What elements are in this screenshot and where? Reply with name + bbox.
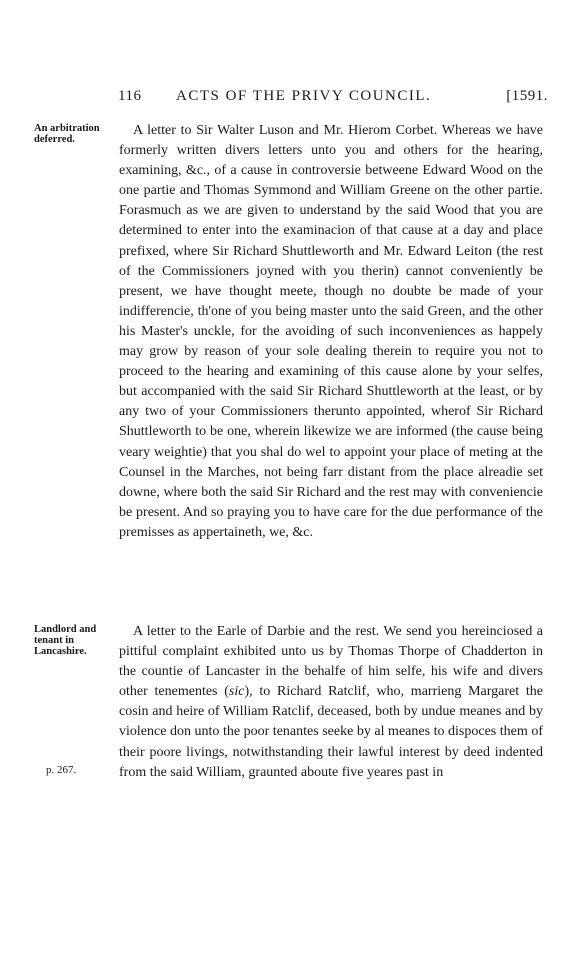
entry-text-part-2: ), to Richard Ratclif, who, marrieng Margaret the cosin and heire of William Ratclif, deceased, both by undue meanes and by violence don unto the poor tenantes seeke by al meanes to dispoces them of their poore livings, notwithstanding their lawful interest by deed indented from the said William, graunted aboute five yeares past in: [119, 684, 543, 780]
entry-paragraph-landlord: [119, 622, 543, 783]
margin-page-reference: p. 267.: [46, 764, 77, 776]
running-title: ACTS OF THE PRIVY COUNCIL.: [176, 88, 432, 104]
entry-text-part-1: A letter to the Earle of Darbie and the rest. We send you hereinciosed a pittiful complaint exhibited unto us by Thomas Thorpe of Chadderton in the countie of Lancaster in the behalfe of him selfe, his wife and divers other tenementes (: [119, 624, 543, 700]
margin-note-arbitration: An arbitration deferred.: [34, 123, 100, 145]
margin-note-landlord: Landlord and tenant in Lancashire.: [34, 624, 97, 657]
sic-mark: sic: [228, 684, 245, 700]
running-header: [118, 88, 548, 110]
page-number: 116: [118, 88, 142, 104]
year-marker: [1591.: [506, 88, 548, 104]
entry-paragraph-arbitration: A letter to Sir Walter Luson and Mr. Hierom Corbet. Whereas we have formerly written divers letters unto you and others for the hearing, examining, &c., of a cause in controversie betweene Edward Wood on the one partie and Thomas Symmond and William Greene on the other partie. Forasmuch as we are given to understand by the said Wood that you are determined to enter into the examinacion of that cause at a day and place prefixed, where Sir Richard Shuttleworth and Mr. Edward Leiton (the rest of the Commissioners joyned with you therin) cannot conveniently be present, we have thought meete, though no doubte be made of your indifferencie, th'one of you being master unto the said Green, and the other his Master's unckle, for the avoiding of such inconveniences as happely may grow by reason of your sole dealing therein to require you not to proceed to the hearing and examining of this cause alone by your selfes, but accompanied with the said Sir Richard Shuttleworth at the least, or by any two of your Commissioners therunto appointed, wherof Sir Richard Shuttleworth to be one, wherein likewize we are informed (the cause being veary weightie) that you shal do wel to appoint your place of meting at the Counsel in the Marches, not being farr distant from the place alreadie set downe, where both the said Sir Richard and the rest may with conveniencie be present. And so praying you to have care for the due performance of the premisses as appertaineth, we, &c.: [119, 123, 543, 540]
